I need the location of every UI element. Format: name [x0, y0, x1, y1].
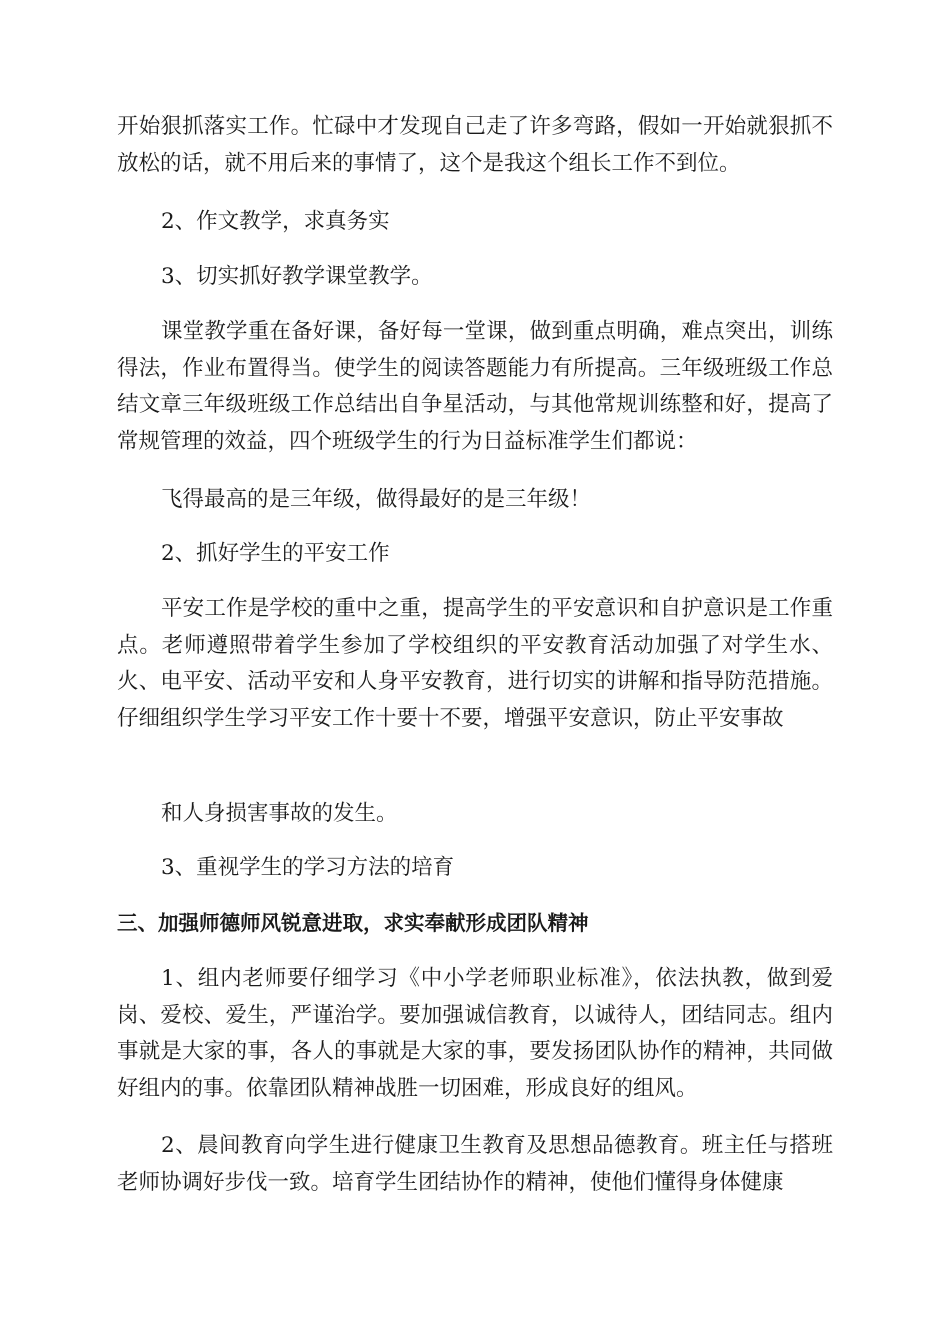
paragraph-continuation: 开始狠抓落实工作。忙碌中才发现自己走了许多弯路，假如一开始就狠抓不放松的话，就不用后来的事情了，这个是我这个组长工作不到位。 [117, 114, 833, 176]
section-heading-teacher-ethics: 三、加强师德师风锐意进取，求实奉献形成团队精神 [117, 911, 589, 935]
list-item-classroom-teaching: 3、切实抓好教学课堂教学。 [161, 264, 433, 289]
paragraph-classroom-teaching: 课堂教学重在备好课，备好每一堂课，做到重点明确，难点突出，训练得法，作业布置得当。使学生的阅读答题能力有所提高。三年级班级工作总结文章三年级班级工作总结出自争星活动，与其他常规训练整和好，提高了常规管理的效益，四个班级学生的行为日益标准学生们都说： [117, 319, 833, 454]
list-item-safety-work: 2、抓好学生的平安工作 [161, 541, 390, 566]
paragraph-teacher-standards: 1、组内老师要仔细学习《中小学老师职业标准》，依法执教，做到爱岗、爱校、爱生，严谨治学。要加强诚信教育，以诚待人，团结同志。组内事就是大家的事，各人的事就是大家的事，要发扬团队协作的精神，共同做好组内的事。依靠团队精神战胜一切困难，形成良好的组风。 [117, 966, 833, 1101]
paragraph-safety-continuation: 和人身损害事故的发生。 [161, 801, 398, 826]
paragraph-morning-education: 2、晨间教育向学生进行健康卫生教育及思想品德教育。班主任与搭班老师协调好步伐一致。培育学生团结协作的精神，使他们懂得身体健康 [117, 1133, 833, 1195]
list-item-composition-teaching: 2、作文教学，求真务实 [161, 209, 390, 234]
paragraph-quote-third-grade: 飞得最高的是三年级，做得最好的是三年级！ [161, 487, 592, 512]
list-item-learning-methods: 3、重视学生的学习方法的培育 [161, 855, 455, 880]
paragraph-safety-work: 平安工作是学校的重中之重，提高学生的平安意识和自护意识是工作重点。老师遵照带着学生参加了学校组织的平安教育活动加强了对学生水、火、电平安、活动平安和人身平安教育，进行切实的讲解和指导防范措施。仔细组织学生学习平安工作十要十不要，增强平安意识，防止平安事故 [117, 596, 833, 731]
